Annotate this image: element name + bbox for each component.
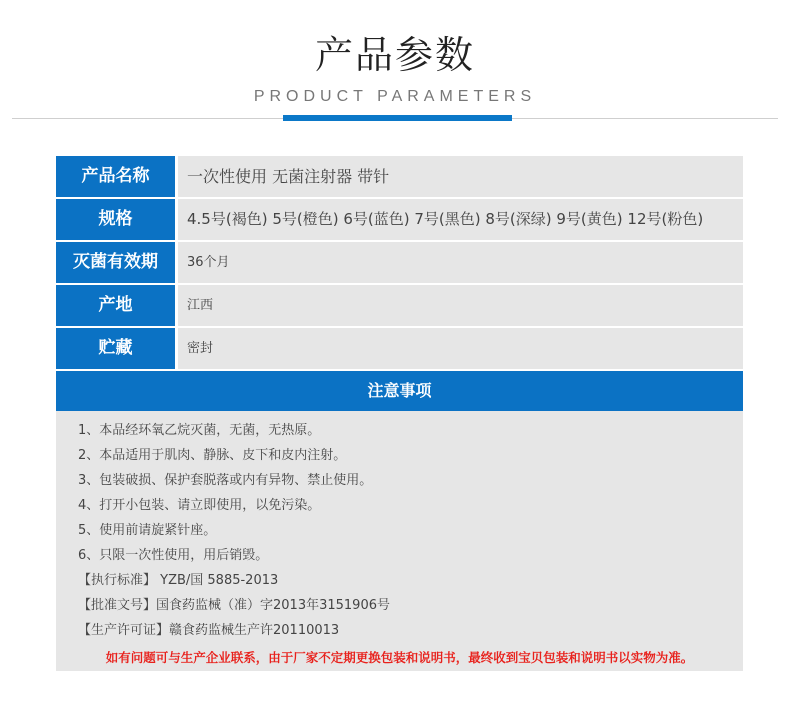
param-label: 灭菌有效期 bbox=[56, 242, 175, 283]
notice-list bbox=[78, 418, 390, 643]
param-value: 江西 bbox=[178, 285, 743, 326]
param-label: 产地 bbox=[56, 285, 175, 326]
approval-number-line: 【批准文号】国食药监械（准）字2013年3151906号 bbox=[78, 598, 390, 613]
page-subtitle: PRODUCT PARAMETERS bbox=[253, 88, 537, 105]
standard-line: 【执行标准】 YZB/国 5885-2013 bbox=[78, 573, 279, 588]
notice-heading: 注意事项 bbox=[56, 371, 743, 411]
param-row-spec bbox=[56, 199, 743, 240]
notice-panel bbox=[56, 411, 743, 671]
notice-item: 5、使用前请旋紧针座。 bbox=[78, 523, 217, 538]
notice-item: 3、包装破损、保护套脱落或内有异物、禁止使用。 bbox=[78, 473, 373, 488]
notice-item: 2、本品适用于肌肉、静脉、皮下和皮内注射。 bbox=[78, 448, 347, 463]
param-label: 规格 bbox=[56, 199, 175, 240]
notice-item: 4、打开小包装、请立即使用，以免污染。 bbox=[78, 498, 321, 513]
param-row-storage bbox=[56, 328, 743, 369]
params-table bbox=[56, 156, 743, 371]
param-value: 4.5号(褐色) 5号(橙色) 6号(蓝色) 7号(黑色) 8号(深绿) 9号(黄色) 12号(粉色) bbox=[178, 199, 743, 240]
param-value: 密封 bbox=[178, 328, 743, 369]
page-title: 产品参数 bbox=[314, 33, 475, 77]
param-value: 36个月 bbox=[178, 242, 743, 283]
param-row-origin bbox=[56, 285, 743, 326]
param-label: 贮藏 bbox=[56, 328, 175, 369]
param-row-name bbox=[56, 156, 743, 197]
header-accent-bar bbox=[283, 115, 512, 121]
license-line: 【生产许可证】赣食药监械生产许20110013 bbox=[78, 623, 340, 638]
param-row-sterilization bbox=[56, 242, 743, 283]
notice-item: 6、只限一次性使用，用后销毁。 bbox=[78, 548, 269, 563]
notice-warning: 如有问题可与生产企业联系，由于厂家不定期更换包装和说明书，最终收到宝贝包装和说明书以实物为准。 bbox=[105, 650, 694, 665]
param-label: 产品名称 bbox=[56, 156, 175, 197]
param-value: 一次性使用 无菌注射器 带针 bbox=[178, 156, 743, 197]
notice-item: 1、本品经环氧乙烷灭菌，无菌，无热原。 bbox=[78, 423, 321, 438]
